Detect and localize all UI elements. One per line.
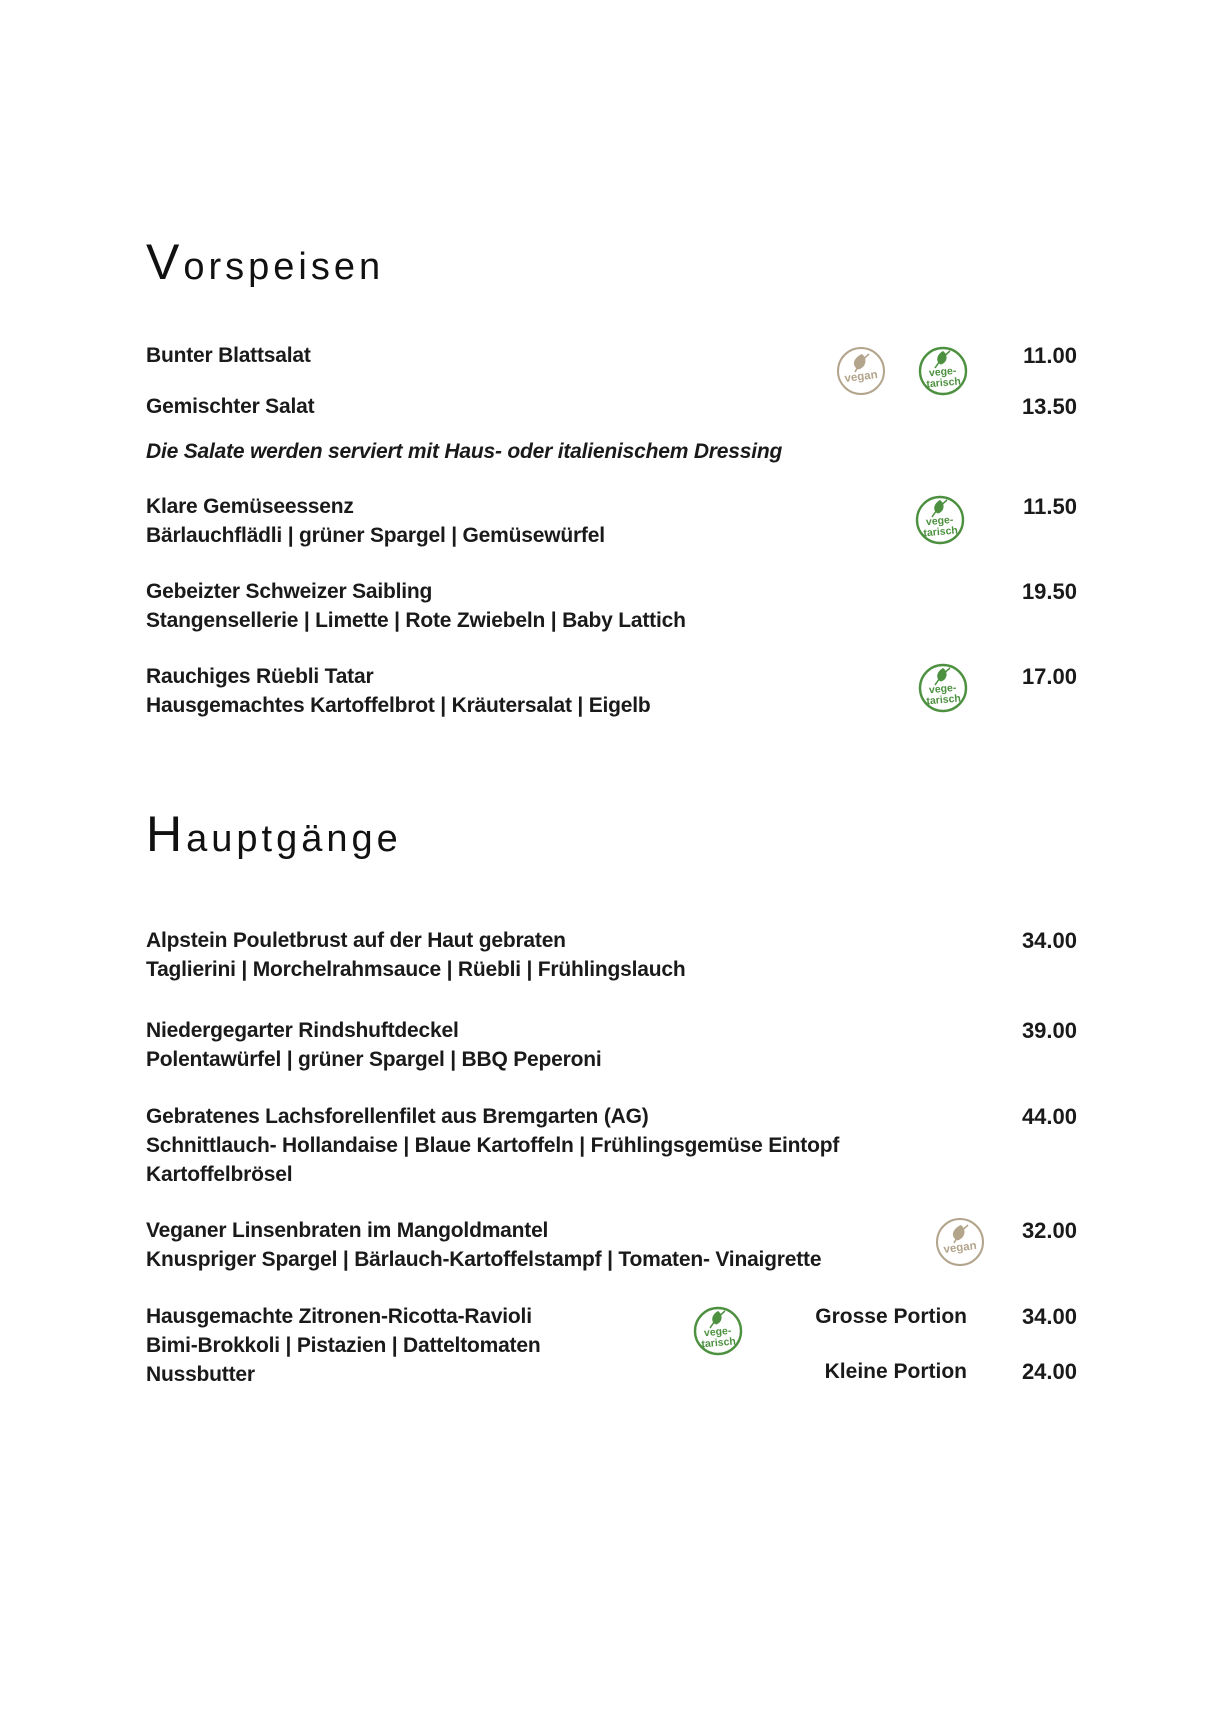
vegetarian-badge-icon xyxy=(918,346,968,396)
section-title-vorspeisen: Vorspeisen xyxy=(146,234,385,290)
dish-price: 17.00 xyxy=(1021,664,1077,689)
dish-price: 32.00 xyxy=(1021,1218,1077,1243)
dish-price: 13.50 xyxy=(1021,394,1077,419)
svg-text:tarisch: tarisch xyxy=(700,1335,737,1351)
portion-label-grosse: Grosse Portion xyxy=(815,1305,967,1328)
svg-text:vegan: vegan xyxy=(942,1240,978,1256)
dish-price-grosse-portion: 34.00 xyxy=(1021,1304,1077,1329)
dish-price: 34.00 xyxy=(1021,928,1077,953)
menu-item-klare-gemueseessenz xyxy=(146,492,1077,550)
svg-text:tarisch: tarisch xyxy=(925,375,962,391)
dish-name: Hausgemachte Zitronen-Ricotta-Ravioli xyxy=(146,1305,532,1328)
menu-item-lachsforellenfilet xyxy=(146,1102,1077,1189)
dish-price: 11.00 xyxy=(1023,343,1077,368)
dish-name: Alpstein Pouletbrust auf der Haut gebraten xyxy=(146,929,566,952)
svg-text:vege-: vege- xyxy=(928,364,957,380)
section-title-hauptgaenge: Hauptgänge xyxy=(146,806,402,862)
menu-item-bunter-blattsalat xyxy=(146,341,1077,391)
svg-text:tarisch: tarisch xyxy=(925,692,962,708)
dish-description: Schnittlauch- Hollandaise | Blaue Kartoffeln | Frühlingsgemüse Eintopf xyxy=(146,1134,840,1157)
vegan-badge-icon xyxy=(836,346,886,396)
menu-item-ravioli xyxy=(146,1302,1077,1389)
menu-item-rueebli-tatar xyxy=(146,662,1077,720)
dish-description: Nussbutter xyxy=(146,1363,255,1386)
dish-description: Polentawürfel | grüner Spargel | BBQ Peperoni xyxy=(146,1048,602,1071)
dish-description: Kartoffelbrösel xyxy=(146,1163,293,1186)
dressing-note: Die Salate werden serviert mit Haus- oder italienischem Dressing xyxy=(146,440,783,463)
dish-description: Stangensellerie | Limette | Rote Zwiebeln | Baby Lattich xyxy=(146,609,686,632)
vegetarian-badge-icon xyxy=(918,663,968,713)
vegetarian-badge-icon xyxy=(915,495,965,545)
dish-name: Gebeizter Schweizer Saibling xyxy=(146,580,433,603)
svg-text:vegan: vegan xyxy=(843,369,879,385)
menu-item-gemischter-salat xyxy=(146,392,1077,421)
dish-name: Bunter Blattsalat xyxy=(146,344,311,367)
dish-description: Bimi-Brokkoli | Pistazien | Datteltomaten xyxy=(146,1334,541,1357)
dish-name: Niedergegarter Rindshuftdeckel xyxy=(146,1019,459,1042)
dish-description: Taglierini | Morchelrahmsauce | Rüebli | Frühlingslauch xyxy=(146,958,686,981)
vegan-badge-icon xyxy=(935,1217,985,1267)
dish-price: 11.50 xyxy=(1023,494,1077,519)
menu-item-linsenbraten xyxy=(146,1216,1077,1274)
menu-item-saibling xyxy=(146,577,1077,635)
portion-label-kleine: Kleine Portion xyxy=(824,1360,967,1383)
dish-name: Rauchiges Rüebli Tatar xyxy=(146,665,374,688)
dish-name: Gemischter Salat xyxy=(146,395,315,418)
dish-price: 39.00 xyxy=(1021,1018,1077,1043)
svg-text:vege-: vege- xyxy=(928,681,957,697)
svg-text:tarisch: tarisch xyxy=(922,524,959,540)
dish-price: 19.50 xyxy=(1021,579,1077,604)
vegetarian-badge-icon xyxy=(693,1306,743,1356)
dish-name: Veganer Linsenbraten im Mangoldmantel xyxy=(146,1219,549,1242)
dish-price-kleine-portion: 24.00 xyxy=(1021,1359,1077,1384)
dish-name: Klare Gemüseessenz xyxy=(146,495,354,518)
menu-item-pouletbrust xyxy=(146,926,1077,984)
dish-price: 44.00 xyxy=(1021,1104,1077,1129)
dish-description: Hausgemachtes Kartoffelbrot | Kräutersalat | Eigelb xyxy=(146,694,651,717)
dish-name: Gebratenes Lachsforellenfilet aus Bremgarten (AG) xyxy=(146,1105,649,1128)
svg-text:vege-: vege- xyxy=(703,1324,732,1340)
svg-text:vege-: vege- xyxy=(925,513,954,529)
menu-item-rindshuftdeckel xyxy=(146,1016,1077,1074)
dish-description: Bärlauchflädli | grüner Spargel | Gemüsewürfel xyxy=(146,524,605,547)
dish-description: Knuspriger Spargel | Bärlauch-Kartoffelstampf | Tomaten- Vinaigrette xyxy=(146,1248,822,1271)
